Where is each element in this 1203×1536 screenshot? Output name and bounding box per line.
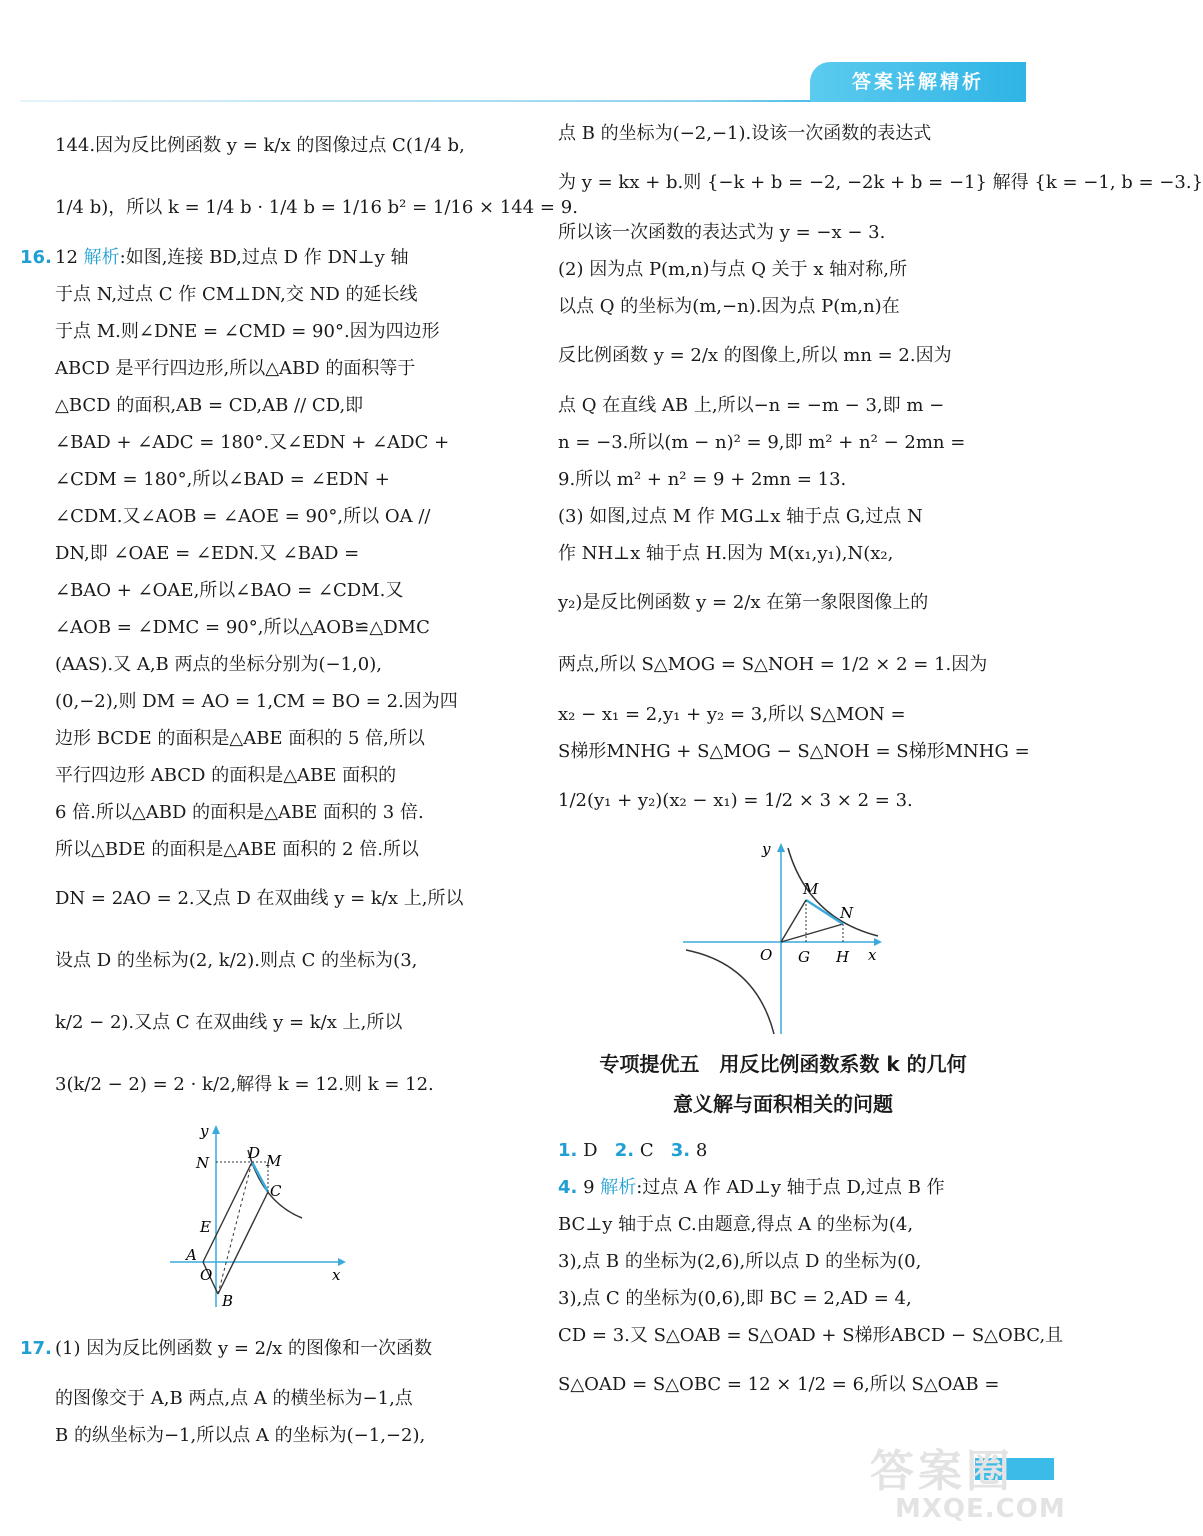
- label-a: A: [186, 1246, 197, 1264]
- q17-cont-line: x₂ − x₁ = 2,y₁ + y₂ = 3,所以 S△MON =: [558, 704, 906, 725]
- right-column: [558, 115, 1203, 1416]
- q17-cont-line: S梯形MNHG + S△MOG − S△NOH = S梯形MNHG =: [558, 741, 1030, 762]
- q17-cont-line: 反比例函数 y = 2/x 的图像上,所以 mn = 2.因为: [558, 345, 952, 366]
- q16-line: ∠BAD + ∠ADC = 180°.又∠EDN + ∠ADC +: [55, 432, 450, 453]
- header-badge: 答案详解精析: [810, 62, 1026, 102]
- q17-cont-line: 9.所以 m² + n² = 9 + 2mn = 13.: [558, 469, 847, 490]
- hyperbola-branch-1: [788, 848, 878, 936]
- q17-number: 17.: [20, 1338, 52, 1359]
- label-g: G: [798, 948, 810, 966]
- q4-line: BC⊥y 轴于点 C.由题意,得点 A 的坐标为(4,: [558, 1214, 914, 1235]
- label-y: y: [200, 1122, 209, 1140]
- q16-figure: [170, 1122, 360, 1312]
- watermark-small: MXQE.COM: [895, 1494, 1066, 1524]
- q4-line: 3),点 C 的坐标为(0,6),即 BC = 2,AD = 4,: [558, 1288, 912, 1309]
- q17-cont-line: 所以该一次函数的表达式为 y = −x − 3.: [558, 222, 886, 243]
- q17-cont-line: 以点 Q 的坐标为(m,−n).因为点 P(m,n)在: [558, 296, 900, 317]
- label-c: C: [270, 1182, 282, 1200]
- q4-analysis-label: 解析: [600, 1177, 637, 1198]
- q17-cont-line: 两点,所以 S△MOG = S△NOH = 1/2 × 2 = 1.因为: [558, 654, 988, 675]
- section-subtitle: 意义解与面积相关的问题: [673, 1092, 893, 1116]
- q17-cont-line: y₂)是反比例函数 y = 2/x 在第一象限图像上的: [558, 592, 929, 613]
- q16-line: DN,即 ∠OAE = ∠EDN.又 ∠BAD =: [55, 543, 360, 564]
- q16-line: 于点 M.则∠DNE = ∠CMD = 90°.因为四边形: [55, 321, 440, 342]
- label-h: H: [836, 948, 850, 966]
- q4-line: 3),点 B 的坐标为(2,6),所以点 D 的坐标为(0,: [558, 1251, 922, 1272]
- label-o: O: [200, 1266, 213, 1284]
- segment-bc: [218, 1192, 268, 1294]
- section-title: 专项提优五 用反比例函数系数 k 的几何: [599, 1052, 967, 1076]
- q16-line: 平行四边形 ABCD 的面积是△ABE 面积的: [55, 765, 397, 786]
- left-column: [20, 115, 578, 1454]
- q2-number: 2.: [614, 1140, 635, 1161]
- q4-line: S△OAD = S△OBC = 12 × 1/2 = 6,所以 S△OAB =: [558, 1374, 1000, 1395]
- q16-line: (0,−2),则 DM = AO = 1,CM = BO = 2.因为四: [55, 691, 458, 712]
- q16-first-line: [20, 239, 510, 276]
- q17-cont-line: 点 B 的坐标为(−2,−1).设该一次函数的表达式: [558, 123, 932, 144]
- label-y: y: [762, 840, 771, 858]
- q16-line: 6 倍.所以△ABD 的面积是△ABE 面积的 3 倍.: [55, 802, 424, 823]
- header-rule: [20, 100, 860, 102]
- q16-line: 于点 N,过点 C 作 CM⊥DN,交 ND 的延长线: [55, 284, 418, 305]
- q16-line: △BCD 的面积,AB = CD,AB // CD,即: [55, 395, 364, 416]
- short-answers: [558, 1132, 1008, 1169]
- q4-answer: 9: [583, 1177, 595, 1198]
- y-axis-arrow-icon: [212, 1125, 220, 1134]
- q17-cont-line: (2) 因为点 P(m,n)与点 Q 关于 x 轴对称,所: [558, 259, 907, 280]
- q4-line: :过点 A 作 AD⊥y 轴于点 D,过点 B 作: [636, 1177, 945, 1198]
- label-e: E: [200, 1218, 211, 1236]
- q17-line: B 的纵坐标为−1,所以点 A 的坐标为(−1,−2),: [55, 1425, 426, 1446]
- q16-answer: 12: [55, 247, 78, 268]
- q17-cont-line: (3) 如图,过点 M 作 MG⊥x 轴于点 G,过点 N: [558, 506, 923, 527]
- q4-first-line: [558, 1169, 1008, 1206]
- label-b: B: [222, 1292, 234, 1310]
- segment-mn: [806, 900, 843, 924]
- watermark-big: 答案圈: [870, 1446, 1014, 1497]
- watermark-logo: [840, 1430, 1066, 1536]
- q17-line: (1) 因为反比例函数 y = 2/x 的图像和一次函数: [55, 1338, 433, 1359]
- q16-line: 3(k/2 − 2) = 2 · k/2,解得 k = 12.则 k = 12.: [55, 1074, 434, 1095]
- q3-number: 3.: [670, 1140, 691, 1161]
- q17-cont-line: 点 Q 在直线 AB 上,所以−n = −m − 3,即 m −: [558, 395, 945, 416]
- q16-line: :如图,连接 BD,过点 D 作 DN⊥y 轴: [119, 247, 409, 268]
- label-d: D: [248, 1144, 261, 1162]
- q16-line: 边形 BCDE 的面积是△ABE 面积的 5 倍,所以: [55, 728, 425, 749]
- q17-cont-line: 为 y = kx + b.则 {−k + b = −2, −2k + b = −1} 解得 {k = −1, b = −3.}: [558, 172, 1203, 193]
- label-m: M: [266, 1152, 282, 1170]
- label-o: O: [760, 946, 773, 964]
- q4-number: 4.: [558, 1177, 578, 1198]
- q16-line: 所以△BDE 的面积是△ABE 面积的 2 倍.所以: [55, 839, 419, 860]
- q16-analysis-label: 解析: [83, 247, 120, 268]
- q16-line: (AAS).又 A,B 两点的坐标分别为(−1,0),: [55, 654, 382, 675]
- q1-number: 1.: [558, 1140, 578, 1161]
- continuation-line: 144.因为反比例函数 y = k/x 的图像过点 C(1/4 b,: [55, 135, 465, 156]
- q17-figure: [678, 838, 888, 1038]
- segment-bd: [218, 1162, 252, 1294]
- y-axis-arrow-icon: [777, 843, 785, 852]
- q16-line: ∠AOB = ∠DMC = 90°,所以△AOB≌△DMC: [55, 617, 430, 638]
- continuation-line: 1/4 b)，所以 k = 1/4 b · 1/4 b = 1/16 b² = 1/16 × 144 = 9.: [55, 197, 578, 218]
- q17-cont-line: n = −3.所以(m − n)² = 9,即 m² + n² − 2mn =: [558, 432, 966, 453]
- x-axis-arrow-icon: [874, 938, 882, 946]
- q17-cont-line: 1/2(y₁ + y₂)(x₂ − x₁) = 1/2 × 3 × 2 = 3.: [558, 790, 913, 811]
- label-n: N: [196, 1154, 210, 1172]
- q16-number: 16.: [20, 247, 52, 268]
- q16-line: ∠CDM = 180°,所以∠BAD = ∠EDN +: [55, 469, 390, 490]
- x-axis-arrow-icon: [338, 1258, 346, 1266]
- q16-line: k/2 − 2).又点 C 在双曲线 y = k/x 上,所以: [55, 1012, 403, 1033]
- q3-answer: 8: [695, 1140, 708, 1161]
- q4-line: CD = 3.又 S△OAB = S△OAD + S梯形ABCD − S△OBC,且: [558, 1325, 1064, 1346]
- q1-answer: D: [583, 1140, 598, 1161]
- q16-line: ∠BAO + ∠OAE,所以∠BAO = ∠CDM.又: [55, 580, 404, 601]
- label-n: N: [840, 904, 854, 922]
- q16-line: 设点 D 的坐标为(2, k/2).则点 C 的坐标为(3,: [55, 950, 418, 971]
- q17-line: 的图像交于 A,B 两点,点 A 的横坐标为−1,点: [55, 1388, 413, 1409]
- q16-line: ABCD 是平行四边形,所以△ABD 的面积等于: [55, 358, 416, 379]
- q2-answer: C: [639, 1140, 654, 1161]
- q16-line: DN = 2AO = 2.又点 D 在双曲线 y = k/x 上,所以: [55, 888, 464, 909]
- segment-ad: [203, 1162, 252, 1262]
- q17-first-line: [20, 1318, 510, 1380]
- q16-line: ∠CDM.又∠AOB = ∠AOE = 90°,所以 OA //: [55, 506, 431, 527]
- label-m: M: [803, 880, 819, 898]
- q17-cont-line: 作 NH⊥x 轴于点 H.因为 M(x₁,y₁),N(x₂,: [558, 543, 894, 564]
- label-x: x: [868, 946, 877, 964]
- label-x: x: [332, 1266, 341, 1284]
